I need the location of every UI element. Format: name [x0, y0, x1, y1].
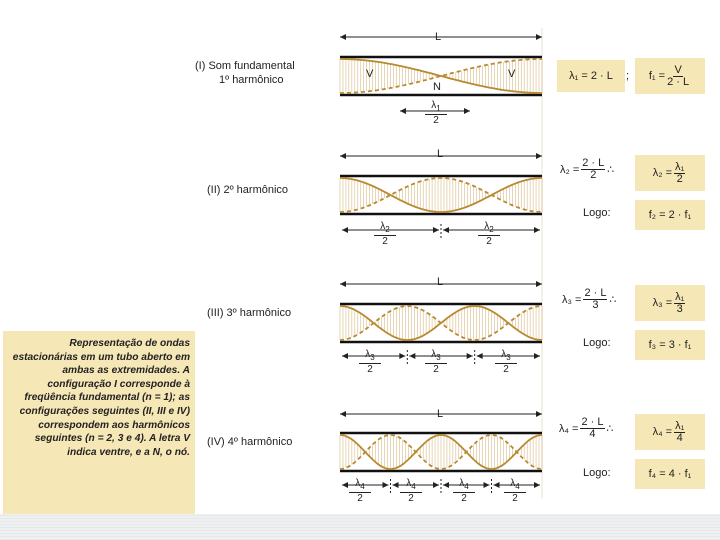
lambda-4-result-num: λ₁ [675, 419, 685, 432]
panel-4-half-wavelength-arrow-4-head-left [494, 482, 500, 488]
panel-4-half-wavelength-arrow-3-head-right [484, 482, 490, 488]
panel-4-half-wavelength-arrow-4-head-right [534, 482, 540, 488]
length-label-3: L [437, 276, 444, 288]
half-wavelength-4a: $\lambda_4$ 2 [345, 478, 375, 504]
length-label-4: L [437, 408, 444, 420]
panel-2-lambda-result [635, 155, 705, 191]
panel-3-half-wavelength-arrow-2-head-left [409, 353, 415, 359]
lambda-3-result-num: λ₁ [675, 290, 685, 303]
half-wavelength-3a: $\lambda_3$ 2 [355, 349, 385, 375]
lambda-2-result-num: λ₁ [675, 160, 685, 173]
lambda-4-den: 4 [589, 428, 596, 440]
panel-1-frequency-formula [635, 58, 705, 94]
panel-2-length-arrow-head-left [340, 153, 346, 159]
f1-num: V [674, 63, 682, 76]
ventre-label-right: V [508, 68, 516, 80]
panel-2-logo: Logo: [583, 207, 611, 219]
footer-strip [0, 514, 720, 540]
length-label-1: L [435, 31, 442, 43]
therefore-3: ∴ [609, 294, 617, 306]
panel-3-lambda-formula [562, 288, 616, 311]
lambda-3-result-lhs: λ₃ = [652, 297, 673, 309]
ventre-label-left: V [366, 68, 374, 80]
f1-lhs: f₁ = [648, 70, 666, 82]
panel-1-title: (I) Som fundamental [195, 60, 295, 72]
panel-4-length-arrow-head-left [340, 411, 346, 417]
half-wavelength-2a: $\lambda_2$ 2 [370, 221, 400, 247]
half-wavelength-4b: $\lambda_4$ 2 [396, 478, 426, 504]
panel-1-separator: ; [626, 70, 630, 82]
figure-caption: Representação de ondas estacionárias em um tubo aberto em ambas as extremidades. A configuração I corresponde à freqüência fundamental (n = 1); as configurações seguintes (II, III e IV) correspondem aos harmônicos seguintes (n = 2, 3 e 4). A letra V indica ventre, e a N, o nó. [3, 331, 195, 514]
panel-1-lambda-formula [557, 60, 625, 92]
panel-2-title: (II) 2º harmônico [207, 184, 289, 196]
panel-3-frequency-formula [635, 330, 705, 360]
half-wavelength-4d: $\lambda_4$ 2 [500, 478, 530, 504]
lambda-2-fraction [581, 158, 605, 181]
panel-4-length-arrow-head-right [536, 411, 542, 417]
lambda-3-lhs: λ₃ = [562, 293, 582, 306]
panel-2-half-wavelength-arrow-1-head-right [433, 227, 439, 233]
panel-3-half-wavelength-arrow-2-head-right [467, 353, 473, 359]
panel-2-half-wavelength-arrow-2-head-left [443, 227, 449, 233]
panel-2-lambda-formula [560, 158, 614, 181]
lambda-3-result-den: 3 [676, 302, 683, 315]
half-wavelength-4c: $\lambda_4$ 2 [449, 478, 479, 504]
lambda-4-num: 2 · L [581, 416, 604, 428]
panel-1-half-wavelength-arrow-head-right [464, 108, 470, 114]
panel-4-half-wavelength-arrow-1-head-right [383, 482, 389, 488]
lambda-4-result-fraction [674, 421, 685, 444]
f1-den: 2 · L [667, 75, 690, 88]
lambda-4-result-lhs: λ₄ = [652, 426, 673, 438]
panel-3-half-wavelength-arrow-3-head-right [534, 353, 540, 359]
lambda-2-result-den: 2 [676, 172, 683, 185]
lambda-2-result-lhs: λ₂ = [652, 167, 673, 179]
panel-3-title: (III) 3º harmônico [207, 307, 292, 319]
lambda-4-lhs: λ₄ = [559, 422, 579, 435]
panel-1-half-wavelength-arrow-head-left [400, 108, 406, 114]
lambda-3-den: 3 [592, 299, 599, 311]
panel-4-lambda-formula [559, 417, 614, 440]
lambda-4-fraction [580, 417, 604, 440]
f4-formula-text: f₄ = 4 · f₁ [648, 468, 692, 480]
lambda-2-num: 2 · L [582, 157, 605, 169]
lambda-2-lhs: λ₂ = [560, 163, 580, 176]
lambda-3-fraction [583, 288, 607, 311]
length-label-2: L [437, 148, 444, 160]
panel-3-wave-dashed [340, 306, 542, 340]
panel-2-half-wavelength-arrow-2-head-right [534, 227, 540, 233]
half-wavelength-2b: $\lambda_2$ 2 [474, 221, 504, 247]
f2-formula-text: f₂ = 2 · f₁ [648, 209, 692, 221]
panel-3-logo: Logo: [583, 337, 611, 349]
panel-1-length-arrow-head-left [340, 34, 346, 40]
lambda-3-result-fraction [674, 292, 685, 315]
half-wavelength-3c: $\lambda_3$ 2 [491, 349, 521, 375]
panel-3-lambda-result [635, 285, 705, 321]
panel-1-length-arrow-head-right [536, 34, 542, 40]
panel-3-length-arrow-head-left [340, 281, 346, 287]
panel-1-subtitle: 1º harmônico [219, 74, 284, 86]
panel-2-frequency-formula [635, 200, 705, 230]
f1-fraction [667, 65, 689, 88]
therefore-2: ∴ [607, 164, 615, 176]
panel-4-frequency-formula [635, 459, 705, 489]
f3-formula-text: f₃ = 3 · f₁ [648, 339, 692, 351]
panel-3-half-wavelength-arrow-1-head-right [399, 353, 405, 359]
panel-3-length-arrow-head-right [536, 281, 542, 287]
panel-3-half-wavelength-arrow-3-head-left [477, 353, 483, 359]
panel-4-title: (IV) 4º harmônico [207, 436, 293, 448]
panel-3-half-wavelength-arrow-1-head-left [342, 353, 348, 359]
no-label: N [433, 81, 441, 93]
therefore-4: ∴ [606, 423, 614, 435]
lambda-3-num: 2 · L [584, 287, 607, 299]
panel-4-half-wavelength-arrow-2-head-right [433, 482, 439, 488]
panel-4-logo: Logo: [583, 467, 611, 479]
lambda-4-result-den: 4 [676, 431, 683, 444]
lambda-1-formula-text: λ₁ = 2 · L [569, 70, 613, 82]
lambda-2-result-fraction [674, 162, 685, 185]
half-wavelength-3b: $\lambda_3$ 2 [421, 349, 451, 375]
half-wavelength-1: $\lambda_1$ 2 [421, 100, 451, 126]
panel-2-half-wavelength-arrow-1-head-left [342, 227, 348, 233]
panel-4-lambda-result [635, 414, 705, 450]
lambda-2-den: 2 [590, 169, 597, 181]
panel-2-length-arrow-head-right [536, 153, 542, 159]
